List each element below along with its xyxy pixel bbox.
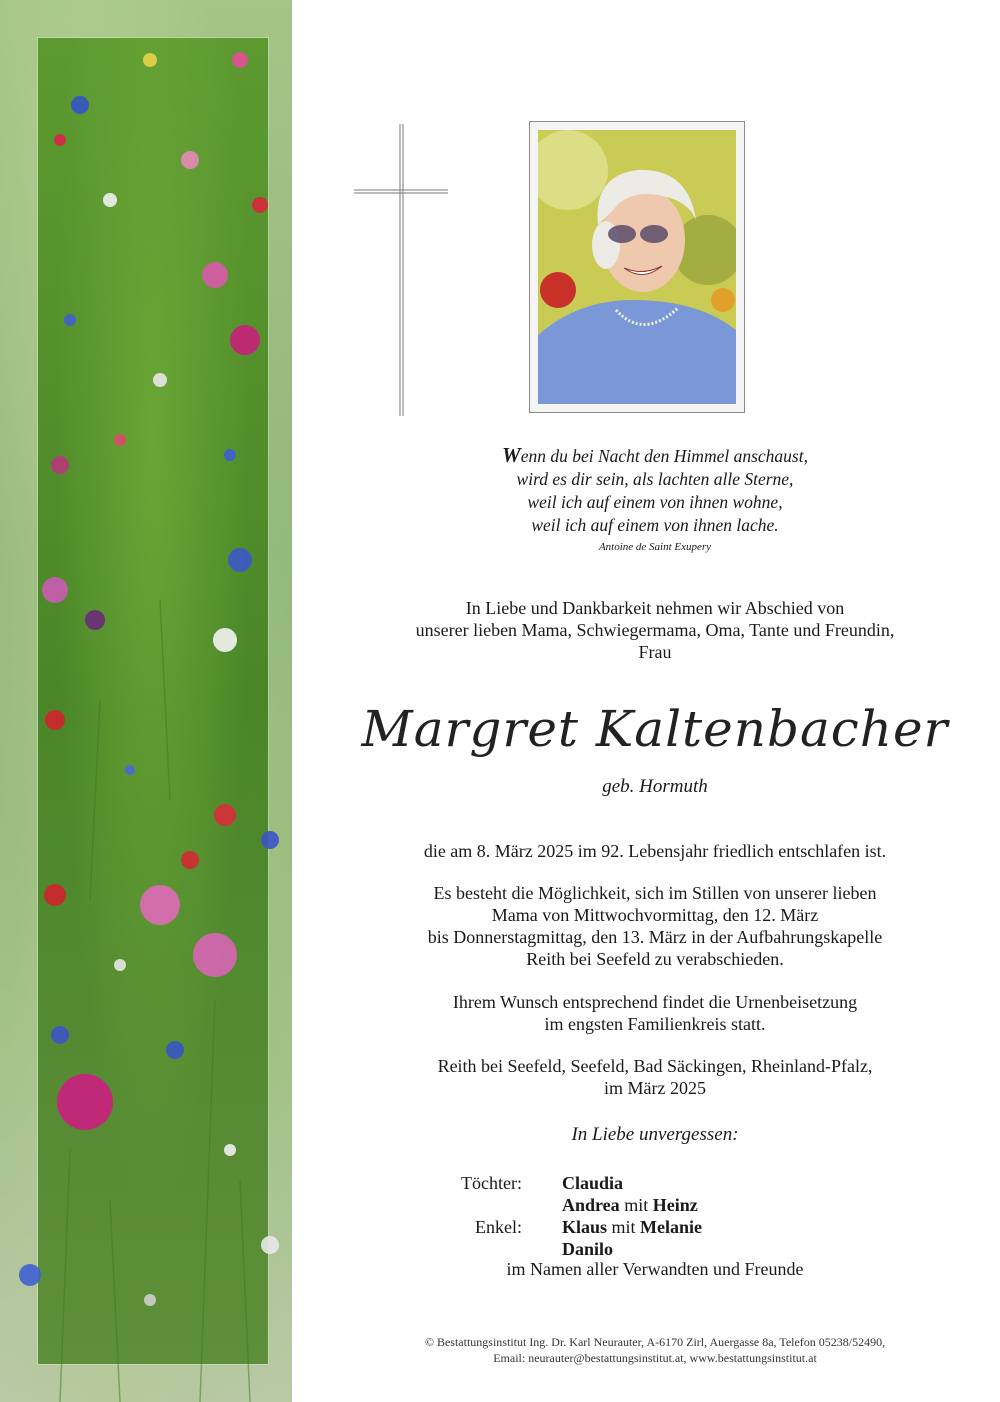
burial-paragraph: Ihrem Wunsch entsprechend findet die Urnenbeisetzung im engsten Familienkreis statt. [452,992,858,1034]
poem-line: Wenn du bei Nacht den Himmel anschaust, [502,443,808,467]
intro-text [330,597,980,663]
poem [330,444,980,537]
daughter-name: Andrea [562,1195,620,1215]
footer-line: Email: neurauter@bestattungsinstitut.at, www.bestattungsinstitut.at [493,1351,817,1365]
poem-author: Antoine de Saint Exupery [598,541,712,553]
daughter-name: Claudia [562,1173,624,1193]
mourner-row: Enkel: Klaus mit Melanie [430,1216,702,1238]
grandchild-name: Danilo [562,1239,614,1259]
places-paragraph: Reith bei Seefeld, Seefeld, Bad Säckingen, Rheinland-Pfalz, im März 2025 [437,1056,873,1098]
farewell-paragraph: Es besteht die Möglichkeit, sich im Stillen von unserer lieben Mama von Mittwochvormittag, den 12. März bis Donnerstagmittag, den 13. März in der Aufbahrungskapelle Reith bei Seefeld zu verabschieden. [427,883,883,969]
mourners-list [430,1172,702,1260]
footer [330,1334,980,1366]
partner-name: Heinz [652,1195,698,1215]
daughters-label: Töchter: [461,1173,522,1193]
partner-name: Melanie [640,1217,703,1237]
grandchild-name: Klaus [562,1217,608,1237]
portrait-frame [529,121,745,413]
meadow-panel [0,0,292,1402]
mourner-row: Andrea mit Heinz [562,1195,698,1215]
grandchildren-label: Enkel: [475,1217,522,1237]
deceased-name: Margret Kaltenbacher [361,700,949,758]
intro-line: unserer lieben Mama, Schwiegermama, Oma, Tante und Freundin, [415,620,895,640]
poem-line: weil ich auf einem von ihnen wohne, [527,492,783,512]
maiden-name: geb. Hormuth [602,776,708,797]
mourner-row [430,1172,702,1194]
intro-line: In Liebe und Dankbarkeit nehmen wir Abschied von [465,598,845,618]
mourner-row [430,1238,702,1260]
intro-line: Frau [638,642,672,662]
death-paragraph: die am 8. März 2025 im 92. Lebensjahr friedlich entschlafen ist. [423,841,887,861]
cross-icon [352,120,452,420]
poem-line: wird es dir sein, als lachten alle Sterne, [516,469,794,489]
meadow-flowers [0,0,292,1402]
poem-line: weil ich auf einem von ihnen lache. [531,515,779,535]
footer-line: © Bestattungsinstitut Ing. Dr. Karl Neurauter, A-6170 Zirl, Auergasse 8a, Telefon 05238/52490, [424,1335,886,1349]
remembrance-heading: In Liebe unvergessen: [571,1124,739,1145]
portrait-photo [538,130,736,404]
closing-line: im Namen aller Verwandten und Freunde [506,1259,804,1279]
